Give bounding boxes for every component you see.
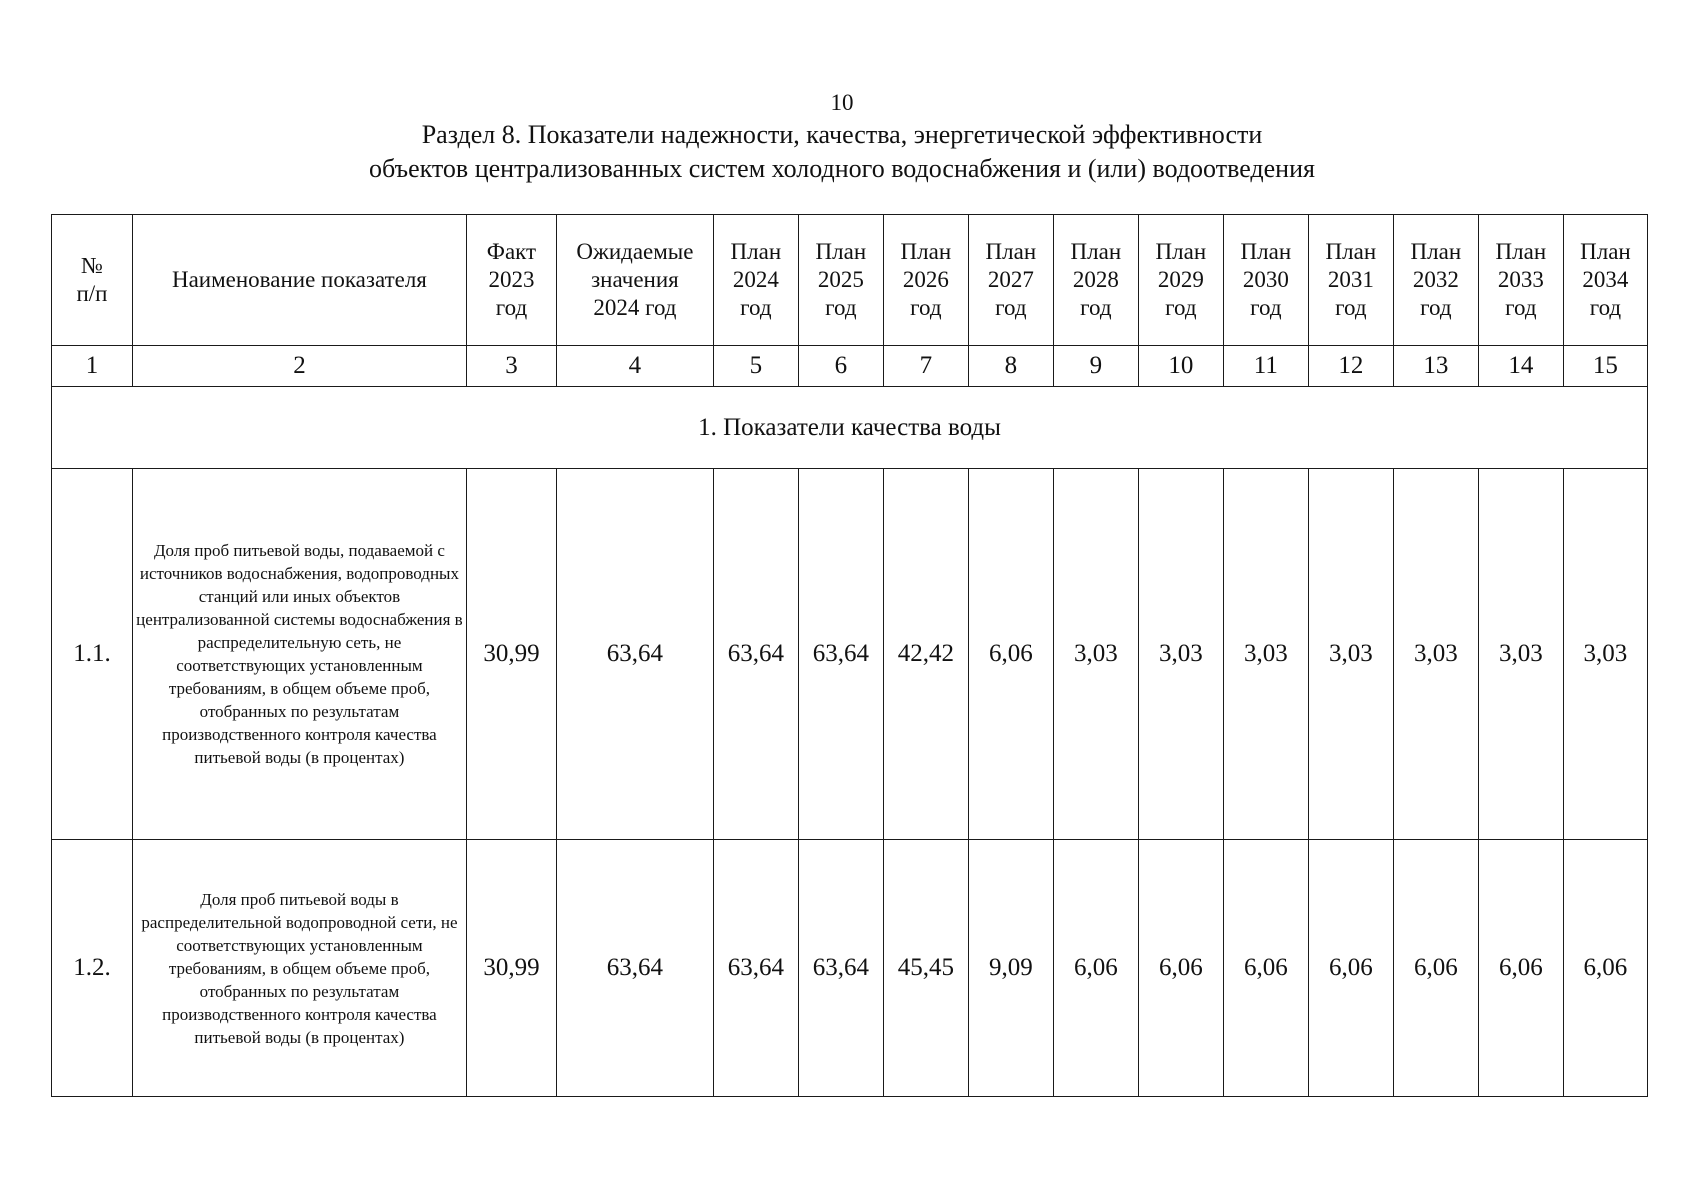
header-name xyxy=(132,215,466,346)
header-line: 2033 xyxy=(1497,267,1544,292)
value-cell: 30,99 xyxy=(466,840,556,1097)
header-line: год xyxy=(1165,295,1197,320)
header-plan-2031 xyxy=(1308,215,1393,346)
value-cell: 6,06 xyxy=(1223,840,1308,1097)
header-line: 2034 xyxy=(1582,267,1629,292)
header-line: Наименование показателя xyxy=(171,267,427,292)
header-line: 2025 xyxy=(817,267,864,292)
column-number: 4 xyxy=(556,346,713,387)
header-line: значения xyxy=(591,267,679,292)
header-line: План xyxy=(815,239,867,264)
value-cell: 3,03 xyxy=(1138,469,1223,840)
header-line: № xyxy=(81,253,103,278)
header-line: План xyxy=(900,239,952,264)
value-cell: 6,06 xyxy=(1308,840,1393,1097)
header-line: год xyxy=(995,295,1027,320)
header-line: Факт xyxy=(486,239,537,264)
value-cell: 63,64 xyxy=(713,469,798,840)
header-line: год xyxy=(1335,295,1367,320)
header-line: План xyxy=(1495,239,1547,264)
value-cell: 63,64 xyxy=(556,469,713,840)
header-line: год xyxy=(740,295,772,320)
column-number: 11 xyxy=(1223,346,1308,387)
header-plan-2033 xyxy=(1478,215,1563,346)
value-cell: 3,03 xyxy=(1393,469,1478,840)
header-plan-2034 xyxy=(1563,215,1647,346)
column-number: 14 xyxy=(1478,346,1563,387)
value-cell: 63,64 xyxy=(556,840,713,1097)
header-line: год xyxy=(825,295,857,320)
header-line: План xyxy=(1070,239,1122,264)
header-line: 2031 xyxy=(1327,267,1374,292)
header-line: 2024 xyxy=(732,267,779,292)
header-line: План xyxy=(1580,239,1631,264)
header-line: План xyxy=(1410,239,1462,264)
value-cell: 30,99 xyxy=(466,469,556,840)
value-cell: 63,64 xyxy=(798,840,883,1097)
header-line: План xyxy=(730,239,782,264)
value-cell: 3,03 xyxy=(1308,469,1393,840)
header-line: 2024 год xyxy=(593,295,677,320)
header-line: год xyxy=(1505,295,1537,320)
header-line: 2030 xyxy=(1242,267,1289,292)
header-line: год xyxy=(1250,295,1282,320)
row-number: 1.1. xyxy=(52,469,133,840)
header-plan-2024 xyxy=(713,215,798,346)
row-number: 1.2. xyxy=(52,840,133,1097)
header-num xyxy=(52,215,133,346)
section-heading: 1. Показатели качества воды xyxy=(52,387,1648,469)
value-cell: 6,06 xyxy=(1053,840,1138,1097)
column-number: 10 xyxy=(1138,346,1223,387)
column-number: 1 xyxy=(52,346,133,387)
column-number: 8 xyxy=(968,346,1053,387)
title-line-1: Раздел 8. Показатели надежности, качества, энергетической эффективности xyxy=(421,120,1263,149)
column-number: 12 xyxy=(1308,346,1393,387)
table-row xyxy=(52,469,1648,840)
header-line: 2029 xyxy=(1157,267,1204,292)
header-plan-2025 xyxy=(798,215,883,346)
value-cell: 3,03 xyxy=(1223,469,1308,840)
header-plan-2026 xyxy=(883,215,968,346)
value-cell: 3,03 xyxy=(1478,469,1563,840)
value-cell: 9,09 xyxy=(968,840,1053,1097)
header-line: План xyxy=(1325,239,1377,264)
header-plan-2027 xyxy=(968,215,1053,346)
header-line: План xyxy=(985,239,1037,264)
header-expected-2024 xyxy=(556,215,713,346)
value-cell: 3,03 xyxy=(1053,469,1138,840)
table-row xyxy=(52,840,1648,1097)
value-cell: 45,45 xyxy=(883,840,968,1097)
column-number: 13 xyxy=(1393,346,1478,387)
column-number: 5 xyxy=(713,346,798,387)
section-row xyxy=(52,387,1648,469)
column-number: 7 xyxy=(883,346,968,387)
value-cell: 6,06 xyxy=(1393,840,1478,1097)
header-line: Ожидаемые xyxy=(576,239,694,264)
indicators-table xyxy=(51,214,1648,1097)
value-cell: 63,64 xyxy=(713,840,798,1097)
header-plan-2030 xyxy=(1223,215,1308,346)
header-line: 2032 xyxy=(1412,267,1459,292)
header-line: п/п xyxy=(76,281,108,306)
value-cell: 42,42 xyxy=(883,469,968,840)
value-cell: 3,03 xyxy=(1563,469,1647,840)
value-cell: 6,06 xyxy=(1138,840,1223,1097)
header-line: План xyxy=(1240,239,1292,264)
indicator-name: Доля проб питьевой воды, подаваемой с источников водоснабжения, водопроводных станций или иных объектов централизованной системы водоснабжения в распределительную сеть, не соответствующих установленным требованиям, в общем объеме проб, отобранных по результатам производственного контроля качества питьевой воды (в процентах) xyxy=(132,469,466,840)
header-plan-2029 xyxy=(1138,215,1223,346)
header-fact-2023 xyxy=(466,215,556,346)
value-cell: 63,64 xyxy=(798,469,883,840)
header-line: 2023 xyxy=(488,267,535,292)
title-line-2: объектов централизованных систем холодного водоснабжения и (или) водоотведения xyxy=(369,154,1315,183)
header-plan-2032 xyxy=(1393,215,1478,346)
header-line: год xyxy=(495,295,528,320)
header-line: 2028 xyxy=(1072,267,1119,292)
header-line: год xyxy=(1080,295,1112,320)
header-line: год xyxy=(910,295,942,320)
header-line: План xyxy=(1155,239,1207,264)
header-line: 2027 xyxy=(987,267,1034,292)
header-line: год xyxy=(1589,295,1622,320)
column-number-row xyxy=(52,346,1648,387)
column-number: 6 xyxy=(798,346,883,387)
column-number: 3 xyxy=(466,346,556,387)
column-number: 9 xyxy=(1053,346,1138,387)
header-line: год xyxy=(1420,295,1452,320)
value-cell: 6,06 xyxy=(968,469,1053,840)
value-cell: 6,06 xyxy=(1478,840,1563,1097)
section-title xyxy=(0,118,1684,186)
header-line: 2026 xyxy=(902,267,949,292)
page-number: 10 xyxy=(830,90,854,115)
header-plan-2028 xyxy=(1053,215,1138,346)
header-row xyxy=(52,215,1648,346)
value-cell: 6,06 xyxy=(1563,840,1647,1097)
column-number: 15 xyxy=(1563,346,1647,387)
indicator-name: Доля проб питьевой воды в распределительной водопроводной сети, не соответствующих установленным требованиям, в общем объеме проб, отобранных по результатам производственного контроля качества питьевой воды (в процентах) xyxy=(132,840,466,1097)
column-number: 2 xyxy=(132,346,466,387)
